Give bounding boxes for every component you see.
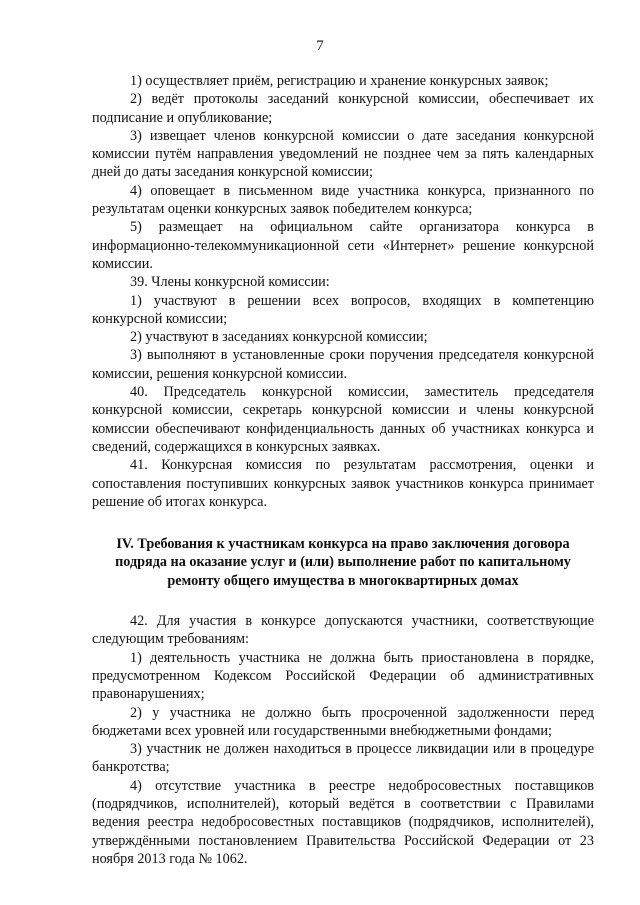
paragraph-40: 40. Председатель конкурсной комиссии, заместитель председателя конкурсной комиссии, секретарь конкурсной комиссии и члены конкурсной комиссии обеспечивают конфиденциальность данных об участниках конкурса и сведений, содержащихся в конкурсных заявках.	[92, 384, 594, 455]
page-number: 7	[316, 38, 324, 54]
paragraph-38-item-2: 2) ведёт протоколы заседаний конкурсной комиссии, обеспечивает их подписание и опубликование;	[92, 91, 594, 126]
paragraph-41: 41. Конкурсная комиссия по результатам рассмотрения, оценки и сопоставления поступивших конкурсных заявок участников конкурса принимает решение об итогах конкурса.	[92, 457, 594, 510]
paragraph-42-item-4: 4) отсутствие участника в реестре недобросовестных поставщиков (подрядчиков, исполнителей), который ведётся в соответствии с Правилами ведения реестра недобросовестных поставщиков (подрядчиков, исполнителей), утверждёнными постановлением Правительства Российской Федерации от 23 ноября 2013 года № 1062.	[92, 777, 594, 867]
paragraph-42-item-2: 2) у участника не должно быть просроченной задолженности перед бюджетами всех уровней или государственными внебюджетными фондами;	[92, 704, 594, 739]
paragraph-39-item-2: 2) участвуют в заседаниях конкурсной комиссии;	[130, 329, 428, 346]
paragraph-39-heading: 39. Члены конкурсной комиссии:	[130, 274, 330, 291]
paragraph-42-item-3: 3) участник не должен находиться в процессе ликвидации или в процедуре банкротства;	[92, 741, 594, 776]
paragraph-39-item-3: 3) выполняют в установленные сроки поручения председателя конкурсной комиссии, решения конкурсной комиссии.	[92, 347, 594, 382]
paragraph-38-item-3: 3) извещает членов конкурсной комиссии о дате заседания конкурсной комиссии путём направления уведомлений не позднее чем за пять календарных дней до даты заседания конкурсной комиссии;	[92, 127, 594, 181]
paragraph-38-item-5: 5) размещает на официальном сайте организатора конкурса в информационно-телекоммуникационной сети «Интернет» решение конкурсной комиссии.	[92, 219, 594, 272]
paragraph-42-heading: 42. Для участия в конкурсе допускаются участники, соответствующие следующим требованиям:	[92, 613, 594, 648]
paragraph-39-item-1: 1) участвуют в решении всех вопросов, входящих в компетенцию конкурсной комиссии;	[92, 292, 594, 327]
paragraph-42-item-1: 1) деятельность участника не должна быть приостановлена в порядке, предусмотренном Кодексом Российской Федерации об административных правонарушениях;	[92, 649, 594, 703]
paragraph-38-item-1: 1) осуществляет приём, регистрацию и хранение конкурсных заявок;	[130, 73, 549, 89]
section-heading: IV. Требования к участникам конкурса на право заключения договора подряда на оказание услуг и (или) выполнение работ по капитальному ремонту общего имущества в многоквартирных домах	[115, 536, 571, 589]
document-body	[92, 72, 594, 868]
paragraph-38-item-4: 4) оповещает в письменном виде участника конкурса, признанного по результатам оценки конкурсных заявок победителем конкурса;	[92, 182, 594, 218]
